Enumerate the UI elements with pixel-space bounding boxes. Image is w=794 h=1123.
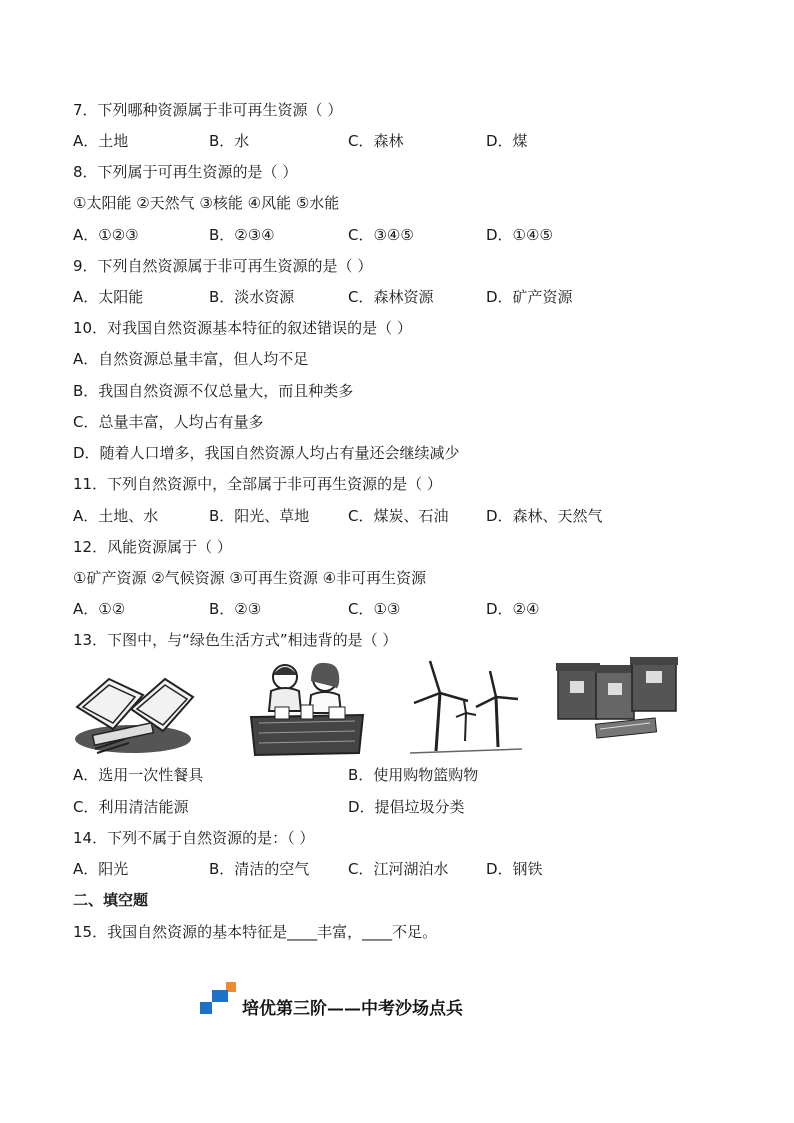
option-b: B．我国自然资源不仅总量大，而且种类多 bbox=[73, 382, 354, 400]
question-15: 15．我国自然资源的基本特征是____丰富，____不足。 bbox=[73, 923, 438, 941]
option-d: D．②④ bbox=[486, 600, 540, 618]
option-a: A．土地 bbox=[73, 132, 129, 150]
footer-title: 培优第三阶——中考沙场点兵 bbox=[242, 999, 463, 1019]
options-row bbox=[73, 130, 753, 152]
option-b: B．水 bbox=[209, 132, 250, 150]
question-stem: 9．下列自然资源属于非可再生资源的是（ ） bbox=[73, 257, 373, 275]
option-c: C．森林 bbox=[348, 132, 404, 150]
question-stem: 13．下图中，与“绿色生活方式”相违背的是（ ） bbox=[73, 631, 398, 649]
stairs-logo-icon bbox=[200, 980, 240, 1016]
options-row bbox=[73, 858, 753, 880]
question-stem: 11．下列自然资源中，全部属于非可再生资源的是（ ） bbox=[73, 475, 442, 493]
option-a: A．①② bbox=[73, 600, 126, 618]
shopping-basket-image bbox=[245, 657, 369, 757]
option-b: B．清洁的空气 bbox=[209, 860, 310, 878]
option-a: A．太阳能 bbox=[73, 288, 144, 306]
option-a: A．自然资源总量丰富，但人均不足 bbox=[73, 350, 309, 368]
option-d: D．煤 bbox=[486, 132, 528, 150]
option-b: B．②③ bbox=[209, 600, 262, 618]
question-extra: ①矿产资源 ②气候资源 ③可再生资源 ④非可再生资源 bbox=[73, 569, 427, 587]
question-extra: ①太阳能 ②天然气 ③核能 ④风能 ⑤水能 bbox=[73, 194, 340, 212]
option-a: A．土地、水 bbox=[73, 507, 159, 525]
option-d: D．钢铁 bbox=[486, 860, 543, 878]
option-a: A．选用一次性餐具 bbox=[73, 766, 204, 784]
options-row bbox=[73, 505, 753, 527]
option-c: C．利用清洁能源 bbox=[73, 798, 189, 816]
option-c: C．③④⑤ bbox=[348, 226, 414, 244]
option-c: C．森林资源 bbox=[348, 288, 434, 306]
question-stem: 12．风能资源属于（ ） bbox=[73, 538, 232, 556]
option-d: D．①④⑤ bbox=[486, 226, 553, 244]
options-row bbox=[73, 224, 753, 246]
option-a: A．阳光 bbox=[73, 860, 129, 878]
question-stem: 10．对我国自然资源基本特征的叙述错误的是（ ） bbox=[73, 319, 412, 337]
option-a: A．①②③ bbox=[73, 226, 139, 244]
question-stem: 7．下列哪种资源属于非可再生资源（ ） bbox=[73, 101, 343, 119]
option-d: D．随着人口增多，我国自然资源人均占有量还会继续减少 bbox=[73, 444, 460, 462]
option-d: D．矿产资源 bbox=[486, 288, 573, 306]
options-row bbox=[73, 796, 753, 818]
option-b: B．使用购物篮购物 bbox=[348, 766, 479, 784]
option-c: C．煤炭、石油 bbox=[348, 507, 449, 525]
option-b: B．②③④ bbox=[209, 226, 275, 244]
section-title: 二、填空题 bbox=[73, 891, 149, 909]
options-row bbox=[73, 286, 753, 308]
option-b: B．淡水资源 bbox=[209, 288, 295, 306]
wind-turbines-image bbox=[410, 657, 522, 757]
option-b: B．阳光、草地 bbox=[209, 507, 310, 525]
option-d: D．森林、天然气 bbox=[486, 507, 603, 525]
garbage-bins-image bbox=[556, 657, 678, 743]
option-d: D．提倡垃圾分类 bbox=[348, 798, 465, 816]
options-row bbox=[73, 764, 753, 786]
option-c: C．总量丰富，人均占有量多 bbox=[73, 413, 264, 431]
option-c: C．①③ bbox=[348, 600, 401, 618]
disposable-tableware-image bbox=[73, 657, 195, 757]
question-stem: 14．下列不属于自然资源的是：（ ） bbox=[73, 829, 315, 847]
question-stem: 8．下列属于可再生资源的是（ ） bbox=[73, 163, 298, 181]
options-row bbox=[73, 598, 753, 620]
option-c: C．江河湖泊水 bbox=[348, 860, 449, 878]
